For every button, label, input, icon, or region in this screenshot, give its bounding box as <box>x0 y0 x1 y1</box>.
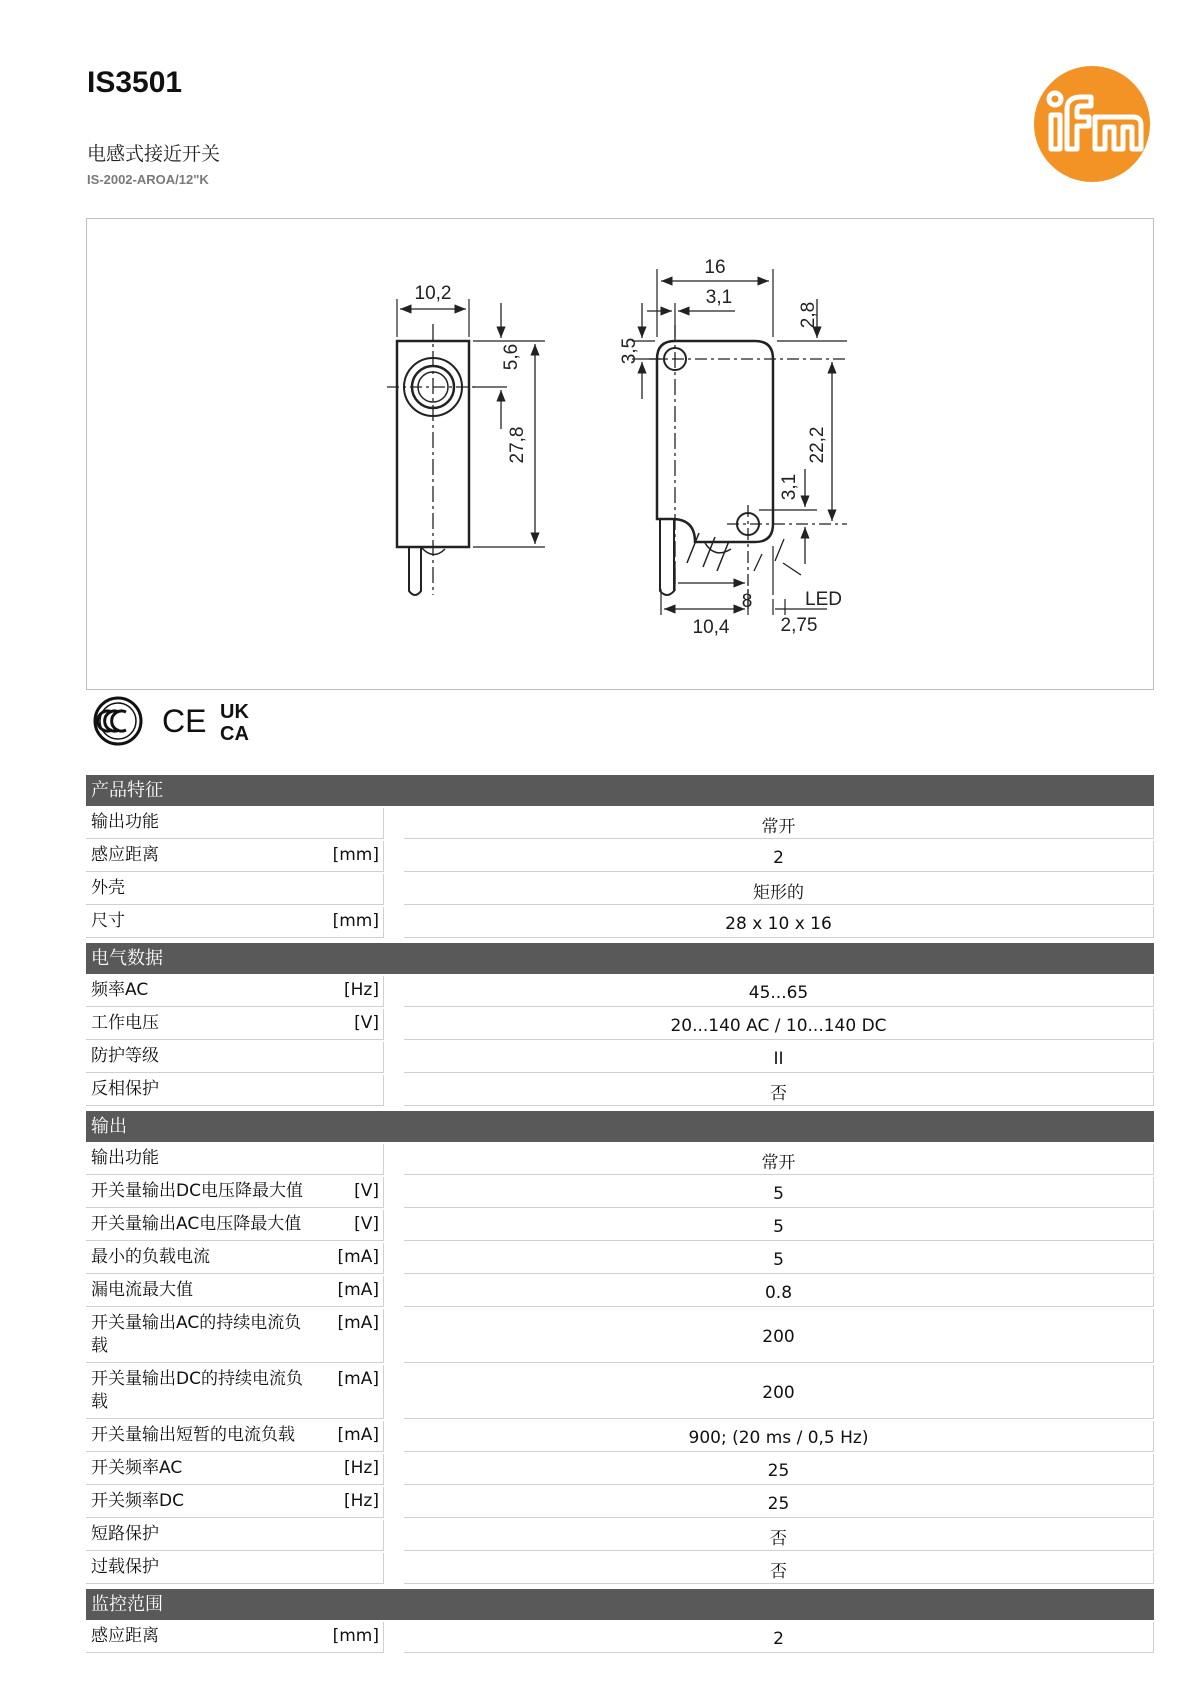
spec-value: 5 <box>404 1243 1154 1274</box>
spec-unit: [V] <box>354 1181 379 1201</box>
spec-value: 0.8 <box>404 1276 1154 1307</box>
dim-16: 16 <box>704 257 726 278</box>
spec-value: 900; (20 ms / 0,5 Hz) <box>404 1421 1154 1452</box>
product-code: IS-2002-AROA/12"K <box>87 172 209 187</box>
spec-label-cell <box>86 1075 384 1106</box>
dimension-drawing-svg <box>87 219 1155 691</box>
dim-3-5: 3,5 <box>619 337 640 365</box>
dim-2-8: 2,8 <box>798 301 819 329</box>
spec-label-cell <box>86 1042 384 1073</box>
spec-value: 常开 <box>404 808 1154 839</box>
spec-unit: [mA] <box>337 1369 379 1389</box>
dim-2-75: 2,75 <box>780 615 818 636</box>
spec-unit: [Hz] <box>344 980 379 1000</box>
spec-label: 输出功能 <box>91 1148 159 1168</box>
spec-value: 25 <box>404 1487 1154 1518</box>
spec-label-cell <box>86 907 384 938</box>
spec-label: 感应距离 <box>91 845 159 865</box>
spec-label-cell <box>86 1454 384 1485</box>
dim-8: 8 <box>741 591 753 612</box>
ukca-mark-uk: UK <box>220 701 249 723</box>
spec-label: 开关量输出AC的持续电流负载 <box>91 1313 302 1356</box>
spec-label: 开关量输出DC电压降最大值 <box>91 1181 303 1201</box>
spec-label: 感应距离 <box>91 1626 159 1646</box>
spec-label: 频率AC <box>91 980 149 1000</box>
spec-unit: [mA] <box>337 1280 379 1300</box>
spec-row <box>86 841 1154 872</box>
ukca-mark-ca: CA <box>220 723 249 745</box>
spec-row <box>86 1365 1154 1419</box>
dim-3-1-top: 3,1 <box>705 287 733 308</box>
dimension-drawing <box>86 218 1154 690</box>
spec-row <box>86 1009 1154 1040</box>
spec-unit: [V] <box>354 1214 379 1234</box>
spec-label-cell <box>86 1243 384 1274</box>
spec-label: 过载保护 <box>91 1557 159 1577</box>
spec-row <box>86 1487 1154 1518</box>
section-header: 监控范围 <box>86 1589 1154 1620</box>
spec-label: 开关频率AC <box>91 1458 183 1478</box>
spec-label-cell <box>86 1210 384 1241</box>
spec-label: 外壳 <box>91 878 125 898</box>
spec-label: 反相保护 <box>91 1079 159 1099</box>
spec-label: 最小的负载电流 <box>91 1247 210 1267</box>
spec-label: 开关量输出DC的持续电流负载 <box>91 1369 303 1412</box>
spec-label: 开关量输出短暂的电流负载 <box>91 1425 295 1445</box>
spec-row <box>86 1042 1154 1073</box>
section-header: 输出 <box>86 1111 1154 1142</box>
spec-row <box>86 1309 1154 1363</box>
spec-unit: [mm] <box>332 1626 379 1646</box>
dim-10-4: 10,4 <box>692 617 730 638</box>
spec-label-cell <box>86 874 384 905</box>
spec-value: 常开 <box>404 1144 1154 1175</box>
spec-value: 2 <box>404 841 1154 872</box>
dim-27-8: 27,8 <box>507 426 528 464</box>
spec-row <box>86 1421 1154 1452</box>
spec-value: 矩形的 <box>404 874 1154 905</box>
spec-value: 20...140 AC / 10...140 DC <box>404 1009 1154 1040</box>
section-header: 产品特征 <box>86 775 1154 806</box>
spec-row <box>86 874 1154 905</box>
spec-value: 45...65 <box>404 976 1154 1007</box>
spec-value: 5 <box>404 1210 1154 1241</box>
spec-value: 200 <box>404 1309 1154 1363</box>
spec-label-cell <box>86 841 384 872</box>
spec-value: II <box>404 1042 1154 1073</box>
spec-label-cell <box>86 1365 384 1419</box>
ukca-mark <box>220 701 249 745</box>
spec-row <box>86 1520 1154 1551</box>
spec-label: 漏电流最大值 <box>91 1280 193 1300</box>
spec-unit: [Hz] <box>344 1491 379 1511</box>
spec-row <box>86 907 1154 938</box>
spec-unit: [V] <box>354 1013 379 1033</box>
spec-label-cell <box>86 1309 384 1363</box>
spec-label-cell <box>86 1177 384 1208</box>
spec-value: 否 <box>404 1075 1154 1106</box>
spec-label: 尺寸 <box>91 911 125 931</box>
spec-value: 5 <box>404 1177 1154 1208</box>
spec-label-cell <box>86 976 384 1007</box>
spec-unit: [mA] <box>337 1425 379 1445</box>
spec-label: 防护等级 <box>91 1046 159 1066</box>
ifm-logo <box>1033 65 1151 183</box>
ccc-mark <box>95 698 141 744</box>
spec-label-cell <box>86 1144 384 1175</box>
spec-label-cell <box>86 1622 384 1653</box>
spec-row <box>86 1243 1154 1274</box>
spec-label-cell <box>86 1553 384 1584</box>
certification-marks <box>92 696 272 746</box>
spec-label-cell <box>86 1520 384 1551</box>
spec-value: 2 <box>404 1622 1154 1653</box>
dim-5-6: 5,6 <box>501 343 522 371</box>
spec-row <box>86 1454 1154 1485</box>
spec-label-cell <box>86 808 384 839</box>
spec-row <box>86 1622 1154 1653</box>
spec-row <box>86 1177 1154 1208</box>
spec-value: 否 <box>404 1520 1154 1551</box>
spec-label: 开关频率DC <box>91 1491 184 1511</box>
specifications-table <box>86 775 1154 1649</box>
spec-label: 输出功能 <box>91 812 159 832</box>
spec-label: 开关量输出AC电压降最大值 <box>91 1214 302 1234</box>
led-label: LED <box>805 589 842 610</box>
spec-label: 短路保护 <box>91 1524 159 1544</box>
spec-value: 28 x 10 x 16 <box>404 907 1154 938</box>
product-title: IS3501 <box>87 66 183 99</box>
spec-unit: [mA] <box>337 1247 379 1267</box>
spec-row <box>86 1210 1154 1241</box>
section-header: 电气数据 <box>86 943 1154 974</box>
ce-mark <box>162 703 206 739</box>
spec-unit: [mm] <box>332 845 379 865</box>
spec-row <box>86 1144 1154 1175</box>
spec-row <box>86 808 1154 839</box>
spec-unit: [mm] <box>332 911 379 931</box>
dim-10-2: 10,2 <box>414 283 452 304</box>
dim-22-2: 22,2 <box>807 426 828 464</box>
spec-row <box>86 1553 1154 1584</box>
spec-label: 工作电压 <box>91 1013 159 1033</box>
spec-unit: [mA] <box>337 1313 379 1333</box>
spec-value: 否 <box>404 1553 1154 1584</box>
spec-row <box>86 976 1154 1007</box>
spec-row <box>86 1075 1154 1106</box>
spec-value: 25 <box>404 1454 1154 1485</box>
spec-label-cell <box>86 1421 384 1452</box>
spec-row <box>86 1276 1154 1307</box>
spec-unit: [Hz] <box>344 1458 379 1478</box>
product-subtitle: 电感式接近开关 <box>87 143 221 165</box>
spec-label-cell <box>86 1009 384 1040</box>
spec-label-cell <box>86 1276 384 1307</box>
spec-value: 200 <box>404 1365 1154 1419</box>
spec-label-cell <box>86 1487 384 1518</box>
dim-3-1-side: 3,1 <box>779 473 800 501</box>
ce-mark-text: CE <box>162 703 207 739</box>
